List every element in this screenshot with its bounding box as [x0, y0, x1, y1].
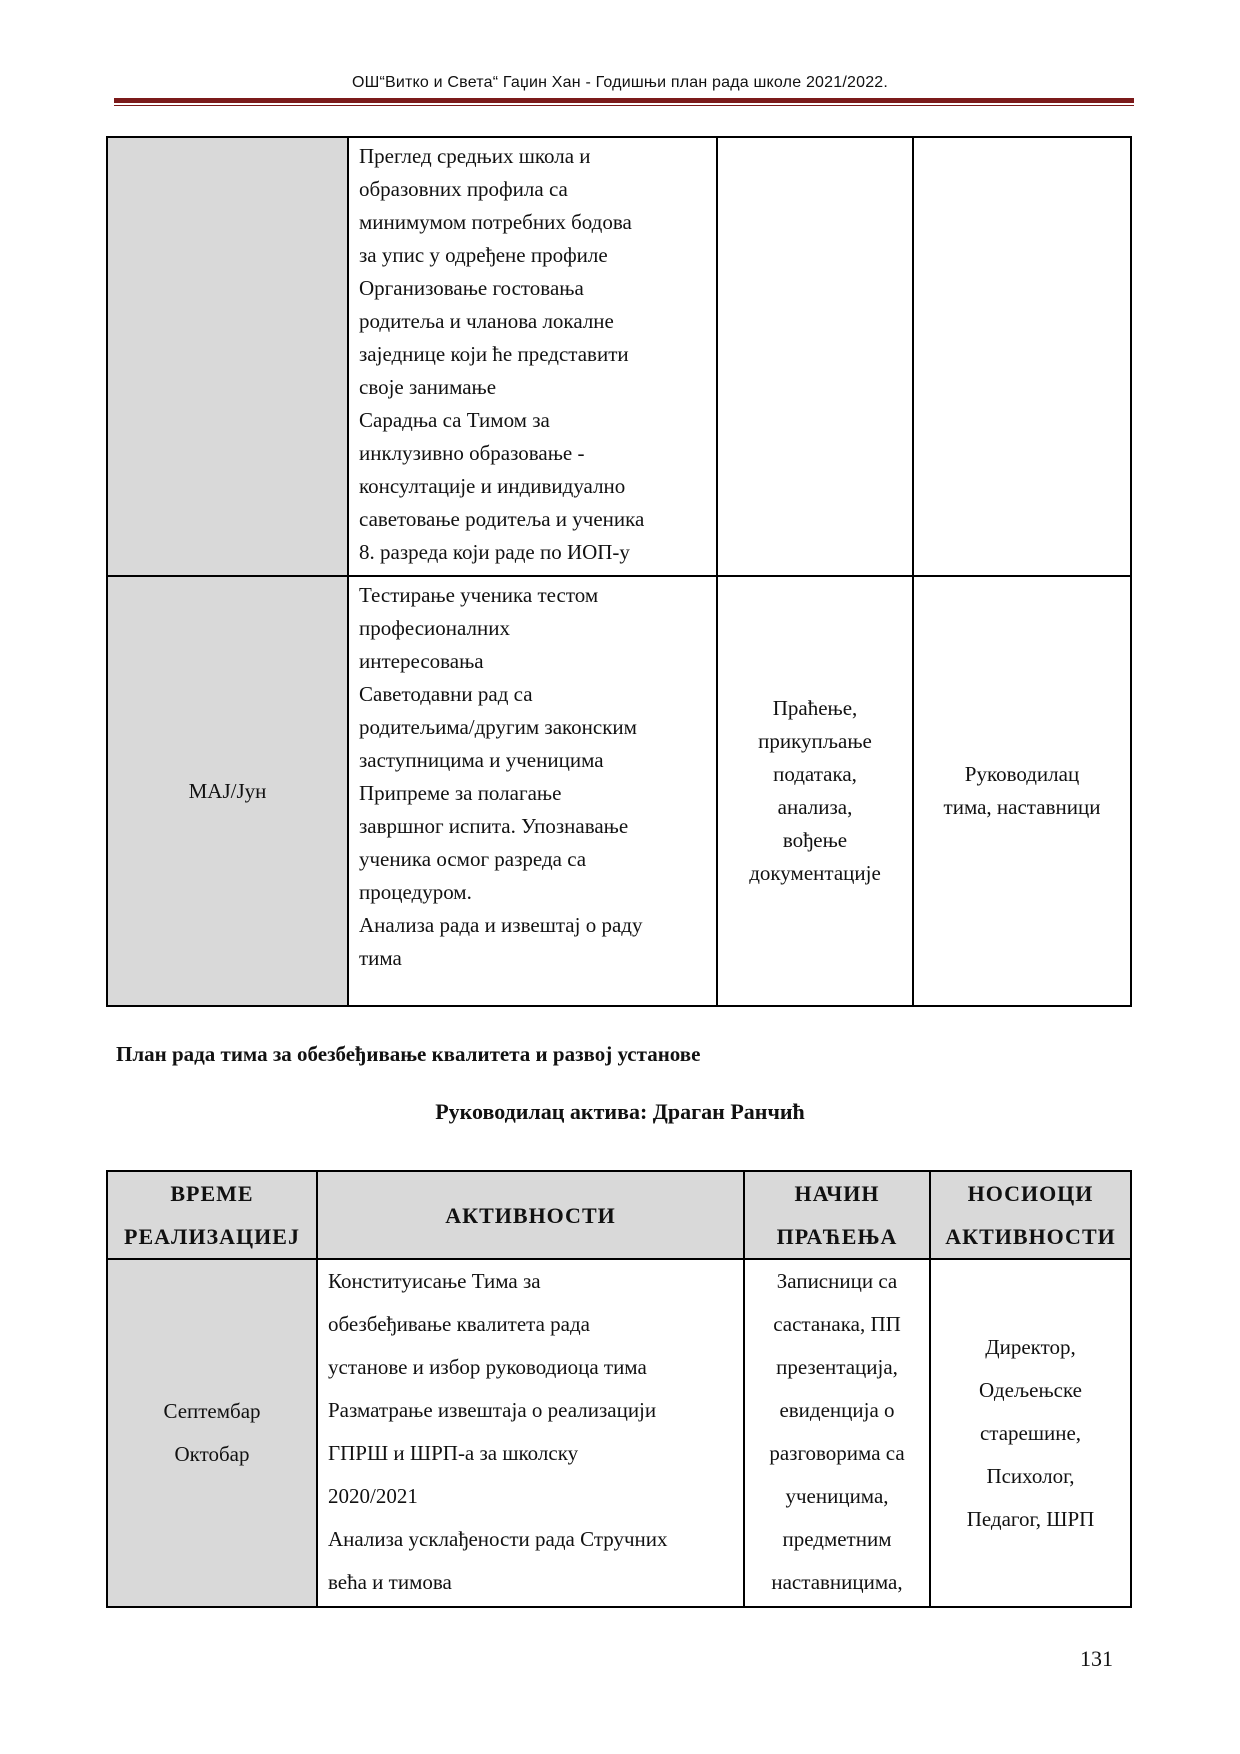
text-line: ГПРШ и ШРП-а за школску [328, 1441, 579, 1465]
text-line: анализа, [777, 795, 853, 819]
text-line: Руководилац [964, 762, 1080, 786]
running-header: ОШ“Витко и Света“ Гаџин Хан - Годишњи план рада школе 2021/2022. [351, 74, 889, 91]
text-line: ПРАЋЕЊА [776, 1224, 898, 1249]
activities-cell [348, 576, 717, 1006]
activities-cell [348, 137, 717, 576]
text-line: ученика осмог разреда са [359, 847, 587, 871]
text-line: предметним [782, 1527, 892, 1551]
text-line: НОСИОЦИ [967, 1181, 1094, 1206]
text-line: родитеља и чланова локалне [359, 309, 614, 333]
header-rule-thin [114, 105, 1134, 106]
text-line: инклузивно образовање - [359, 441, 585, 465]
time-cell [107, 1259, 317, 1607]
text-line: Праћење, [772, 696, 858, 720]
text-line: Конституисање Тима за [328, 1269, 541, 1293]
time-cell [107, 137, 348, 576]
text-line: Саветодавни рад са [359, 682, 533, 706]
text-line: Организовање гостовања [359, 276, 584, 300]
text-line: старешине, [979, 1420, 1082, 1445]
text-line: обезбеђивање квалитета рада [328, 1312, 590, 1336]
text-line: ВРЕМЕ [170, 1181, 254, 1206]
text-line: НАЧИН [794, 1181, 880, 1206]
text-line: завршног испита. Упознавање [359, 814, 629, 838]
text-line: РЕАЛИЗАЦИЕЈ [124, 1224, 300, 1249]
table-row [107, 137, 1131, 576]
text-line: консултације и индивидуално [359, 474, 626, 498]
text-line: 8. разреда који раде по ИОП-у [359, 540, 630, 564]
text-line: минимумом потребних бодова [359, 210, 632, 234]
text-line: Директор, [985, 1334, 1076, 1359]
text-line: документације [749, 861, 881, 885]
section-leader: Руководилац актива: Драган Ранчић [435, 1099, 805, 1124]
text-line: наставницима, [771, 1570, 903, 1594]
text-line: Записници са [776, 1269, 898, 1293]
header-rule [114, 98, 1134, 103]
monitoring-cell [717, 576, 913, 1006]
activities-cell [317, 1259, 744, 1607]
text-line: тима [359, 946, 402, 970]
text-line: своје занимање [359, 375, 497, 399]
text-line: Припреме за полагање [359, 781, 562, 805]
text-line: заједнице који ће представити [359, 342, 629, 366]
text-line: процедуром. [359, 880, 472, 904]
monitoring-cell [744, 1259, 930, 1607]
text-line: Анализа рада и извештај о раду [359, 913, 643, 937]
text-line: Октобар [174, 1442, 250, 1466]
text-line: заступницима и ученицима [359, 748, 604, 772]
text-line: АКТИВНОСТИ [945, 1224, 1116, 1249]
text-line: прикупљање [758, 729, 872, 753]
text-line: састанака, ПП [773, 1312, 901, 1336]
table-row [107, 1259, 1131, 1607]
text-line: 2020/2021 [328, 1484, 418, 1508]
text-line: података, [773, 762, 857, 786]
text-line: за упис у одређене профиле [359, 243, 608, 267]
text-line: разговорима са [769, 1441, 905, 1465]
text-line: ученицима, [785, 1484, 889, 1508]
page-number: 131 [1080, 1646, 1113, 1671]
text-line: АКТИВНОСТИ [445, 1202, 616, 1228]
text-line: саветовање родитеља и ученика [359, 507, 645, 531]
section-title: План рада тима за обезбеђивање квалитета и развој установе [116, 1042, 701, 1066]
holders-cell [913, 576, 1131, 1006]
text-line: Разматрање извештаја о реализацији [328, 1398, 657, 1422]
text-line: установе и избор руководиоца тима [328, 1355, 647, 1379]
text-line: тима, наставници [943, 795, 1101, 819]
quality-team-table [106, 1170, 1132, 1608]
header-activities [317, 1171, 744, 1259]
header-row [107, 1171, 1131, 1259]
text-line: вођење [782, 828, 848, 852]
table-row [107, 576, 1131, 1006]
text-line: интересовања [359, 649, 484, 673]
monitoring-cell [717, 137, 913, 576]
text-line: родитељима/другим законским [359, 715, 637, 739]
career-plan-table [106, 136, 1132, 1007]
text-line: већа и тимова [328, 1570, 452, 1594]
text-line: Одељењске [979, 1377, 1082, 1402]
text-line: Сарадња са Тимом за [359, 408, 550, 432]
holders-cell [930, 1259, 1131, 1607]
text-line: Тестирање ученика тестом [359, 583, 599, 607]
text-line: професионалних [359, 616, 510, 640]
time-cell: МАЈ/Јун [107, 576, 348, 1006]
header-time [107, 1171, 317, 1259]
text-line: образовних профила са [359, 177, 568, 201]
text-line: Септембар [163, 1399, 261, 1423]
text-line: Педагог, ШРП [966, 1506, 1095, 1531]
text-line: презентација, [776, 1355, 898, 1379]
text-line: Преглед средњих школа и [359, 144, 591, 168]
header-monitoring [744, 1171, 930, 1259]
text-line: Психолог, [986, 1463, 1075, 1488]
text-line: Анализа усклађености рада Стручних [328, 1527, 668, 1551]
holders-cell [913, 137, 1131, 576]
text-line: евиденција о [779, 1398, 895, 1422]
header-holders [930, 1171, 1131, 1259]
